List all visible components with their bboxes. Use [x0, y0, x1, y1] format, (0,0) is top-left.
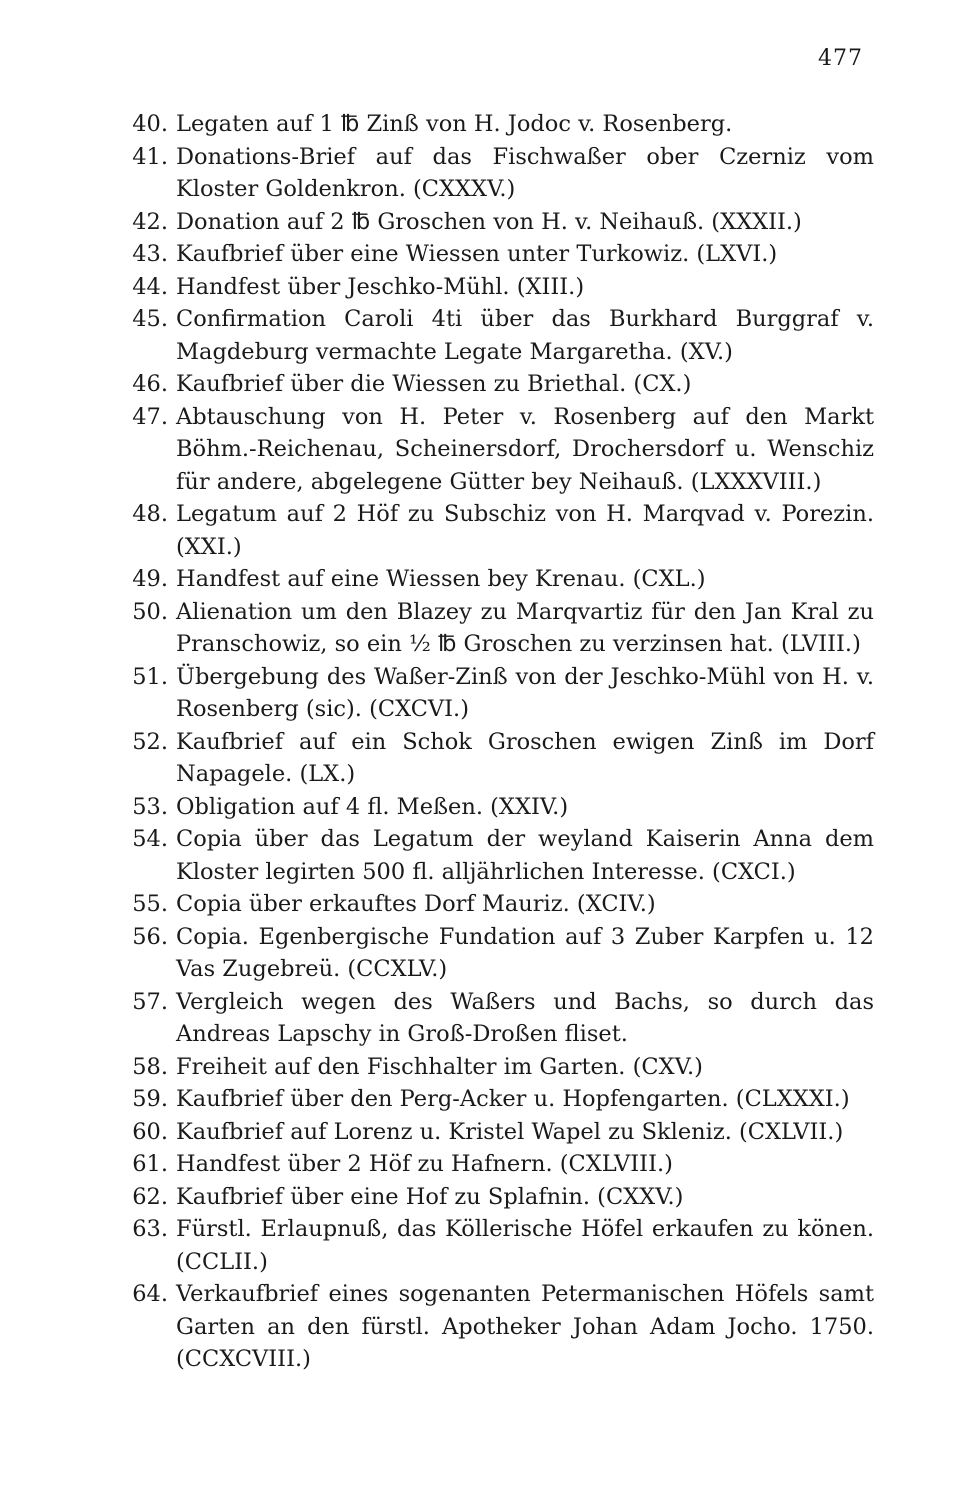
entry-number: 57.	[132, 988, 168, 1015]
list-item	[126, 986, 874, 1051]
entry-text: Kaufbrief über den Perg-Acker u. Hopfengarten. (CLXXXI.)	[176, 1086, 850, 1112]
entry-text: Obligation auf 4 fl. Meßen. (XXIV.)	[176, 793, 569, 820]
entry-number: 53.	[132, 793, 168, 820]
entry-text: Alienation um den Blazey zu Marqvartiz für den Jan Kral zu Pranschowiz, so ein ½ ℔ Groschen zu verzinsen hat. (LVIII.)	[176, 598, 874, 657]
list-item	[126, 108, 874, 141]
entry-text: Copia. Egenbergische Fundation auf 3 Zuber Karpfen u. 12 Vas Zugebreü. (CCXLV.)	[176, 923, 874, 982]
list-item	[126, 661, 874, 726]
entry-text: Kaufbrief auf ein Schok Groschen ewigen Zinß im Dorf Napagele. (LX.)	[176, 728, 874, 787]
entry-text: Freiheit auf den Fischhalter im Garten. (CXV.)	[176, 1053, 703, 1080]
list-item	[126, 1181, 874, 1214]
entry-number: 45.	[132, 306, 168, 332]
entry-number: 54.	[132, 826, 168, 852]
list-item	[126, 238, 874, 271]
page-number: 477	[818, 46, 863, 71]
entry-number: 52.	[132, 728, 168, 755]
entry-text: Verkaufbrief eines sogenanten Petermanischen Höfels samt Garten an den fürstl. Apotheker Johan Adam Jocho. 1750. (CCXCVIII.)	[176, 1281, 874, 1372]
entry-text: Legatum auf 2 Höf zu Subschiz von H. Marqvad v. Porezin. (XXI.)	[176, 501, 874, 560]
entry-number: 63.	[132, 1216, 168, 1242]
entry-number: 48.	[132, 501, 168, 527]
list-item	[126, 1083, 874, 1116]
entry-text: Donations-Brief auf das Fischwaßer ober Czerniz vom Kloster Goldenkron. (CXXXV.)	[176, 143, 874, 202]
entry-text: Donation auf 2 ℔ Groschen von H. v. Neihauß. (XXXII.)	[176, 208, 802, 235]
entry-text: Fürstl. Erlaupnuß, das Köllerische Höfel erkaufen zu könen. (CCLII.)	[176, 1216, 874, 1275]
entry-list	[126, 108, 874, 1376]
entry-text: Übergebung des Waßer-Zinß von der Jeschko-Mühl von H. v. Rosenberg (sic). (CXCVI.)	[176, 663, 874, 722]
list-item	[126, 1148, 874, 1181]
entry-text: Kaufbrief über eine Hof zu Splafnin. (CXXV.)	[176, 1183, 684, 1210]
list-item	[126, 303, 874, 368]
list-item	[126, 1051, 874, 1084]
list-item	[126, 888, 874, 921]
entry-text: Copia über das Legatum der weyland Kaiserin Anna dem Kloster legirten 500 fl. alljährlichen Interesse. (CXCI.)	[176, 826, 874, 885]
list-item	[126, 563, 874, 596]
entry-number: 61.	[132, 1151, 168, 1177]
entry-number: 40.	[132, 111, 168, 137]
list-item	[126, 1116, 874, 1149]
list-item	[126, 141, 874, 206]
entry-number: 49.	[132, 566, 168, 592]
entry-number: 64.	[132, 1281, 168, 1307]
entry-number: 47.	[132, 403, 168, 430]
entry-number: 60.	[132, 1118, 168, 1145]
entry-text: Handfest über Jeschko-Mühl. (XIII.)	[176, 273, 585, 300]
entry-number: 58.	[132, 1053, 168, 1080]
entry-text: Handfest auf eine Wiessen bey Krenau. (CXL.)	[176, 566, 706, 592]
entry-number: 41.	[132, 143, 168, 170]
entry-text: Kaufbrief über die Wiessen zu Briethal. (CX.)	[176, 371, 692, 397]
list-item	[126, 401, 874, 499]
list-item	[126, 368, 874, 401]
entry-number: 62.	[132, 1183, 168, 1210]
entry-text: Copia über erkauftes Dorf Mauriz. (XCIV.)	[176, 891, 656, 917]
entry-number: 44.	[132, 273, 168, 300]
list-item	[126, 1278, 874, 1376]
entry-text: Legaten auf 1 ℔ Zinß von H. Jodoc v. Rosenberg.	[176, 111, 733, 137]
entry-text: Kaufbrief über eine Wiessen unter Turkowiz. (LXVI.)	[176, 241, 778, 267]
entry-text: Vergleich wegen des Waßers und Bachs, so durch das Andreas Lapschy in Groß-Droßen fliset.	[176, 988, 874, 1047]
entry-text: Abtauschung von H. Peter v. Rosenberg auf den Markt Böhm.-Reichenau, Scheinersdorf, Drochersdorf u. Wenschiz für andere, abgelegene Gütter bey Neihauß. (LXXXVIII.)	[176, 403, 874, 495]
entry-text: Confirmation Caroli 4ti über das Burkhard Burggraf v. Magdeburg vermachte Legate Margaretha. (XV.)	[176, 306, 874, 365]
entry-number: 59.	[132, 1086, 168, 1112]
list-item	[126, 921, 874, 986]
list-item	[126, 596, 874, 661]
list-item	[126, 271, 874, 304]
entry-number: 56.	[132, 923, 168, 950]
list-item	[126, 791, 874, 824]
list-item	[126, 823, 874, 888]
entry-number: 51.	[132, 663, 168, 690]
list-item	[126, 1213, 874, 1278]
entry-number: 46.	[132, 371, 168, 397]
entry-number: 42.	[132, 208, 168, 235]
entry-text: Handfest über 2 Höf zu Hafnern. (CXLVIII.)	[176, 1151, 673, 1177]
entry-number: 50.	[132, 598, 168, 625]
entry-number: 43.	[132, 241, 168, 267]
list-item	[126, 726, 874, 791]
list-item	[126, 206, 874, 239]
list-item	[126, 498, 874, 563]
entry-number: 55.	[132, 891, 168, 917]
entry-text: Kaufbrief auf Lorenz u. Kristel Wapel zu Skleniz. (CXLVII.)	[176, 1118, 844, 1145]
